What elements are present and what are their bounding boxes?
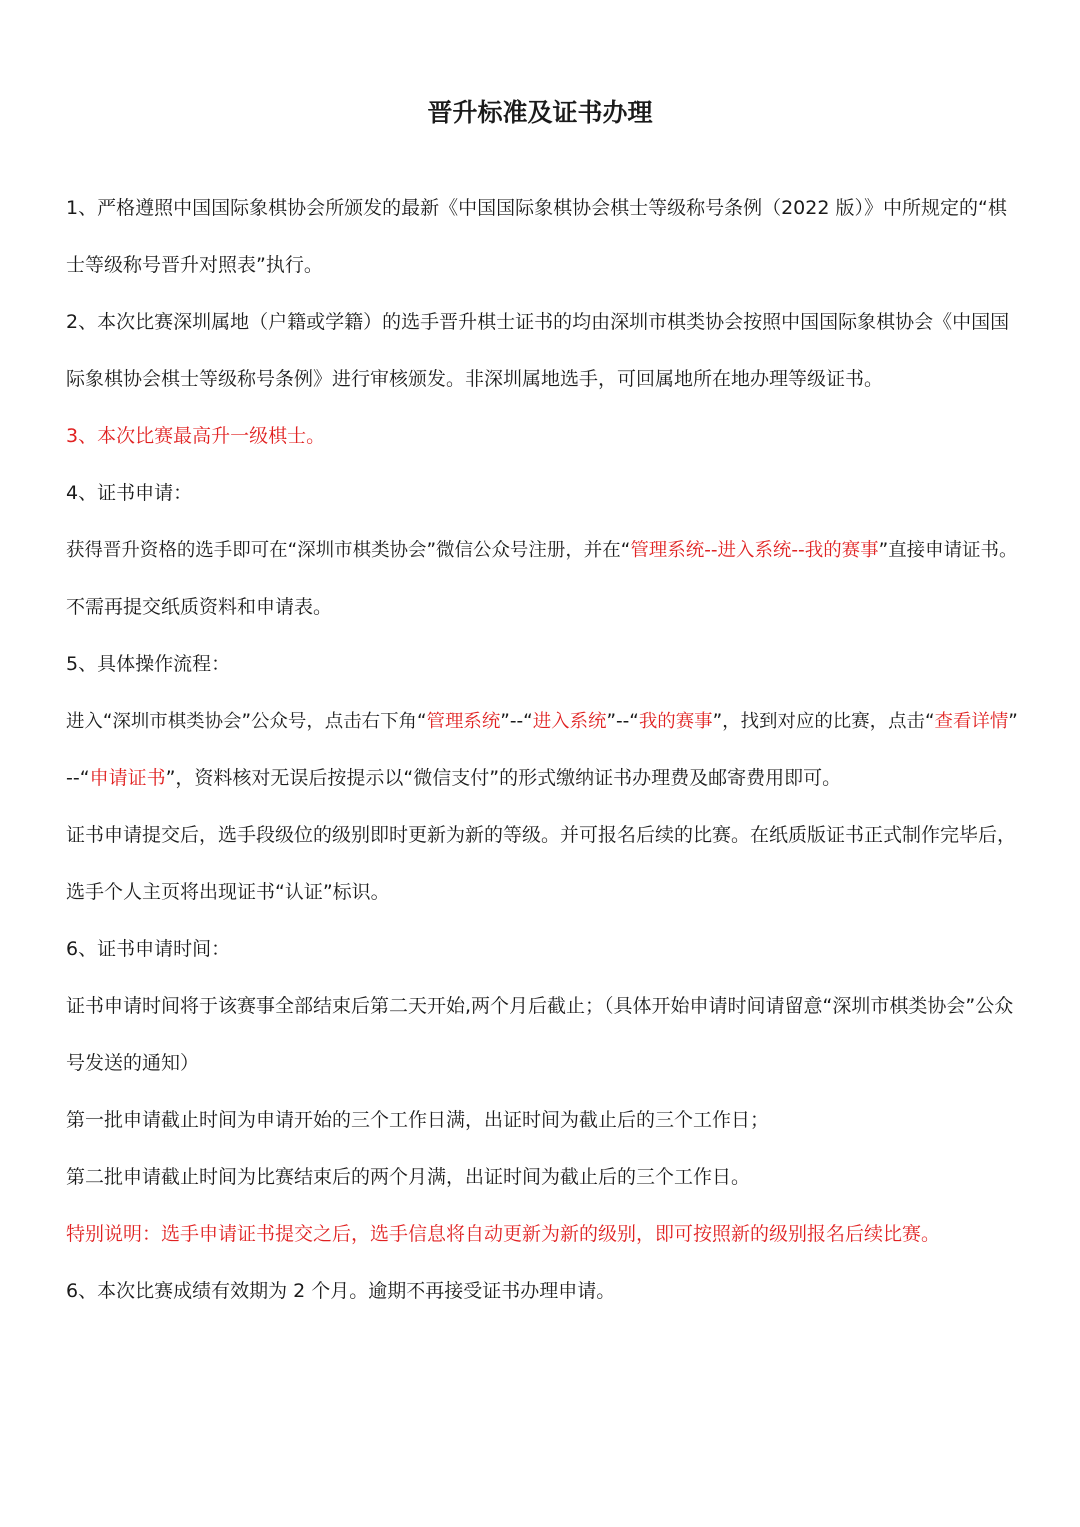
- body-text: ”--“: [500, 711, 533, 732]
- highlight-text: 查看详情: [934, 711, 1009, 732]
- paragraph-line: [66, 750, 1018, 807]
- document-body: [66, 180, 1018, 1320]
- paragraph-line: [66, 408, 1018, 465]
- body-text: 进入“深圳市棋类协会”公众号，点击右下角“: [66, 711, 427, 732]
- paragraph-line: [66, 1149, 1018, 1206]
- body-text: 证书申请时间将于该赛事全部结束后第二天开始,两个月后截止；（具体开始申请时间请留意“深圳市棋类协会”公众: [66, 995, 1014, 1017]
- highlight-text: 管理系统: [426, 711, 501, 732]
- body-text: 际象棋协会棋士等级称号条例》进行审核颁发。非深圳属地选手，可回属地所在地办理等级证书。: [66, 368, 884, 390]
- body-text: 5、具体操作流程：: [66, 653, 231, 675]
- body-text: 第一批申请截止时间为申请开始的三个工作日满，出证时间为截止后的三个工作日；: [66, 1109, 770, 1131]
- document-title: 晋升标准及证书办理: [427, 97, 653, 127]
- paragraph-line: [66, 921, 1018, 978]
- body-text: 不需再提交纸质资料和申请表。: [66, 596, 333, 618]
- paragraph-line: [66, 636, 1018, 693]
- paragraph-line: [66, 237, 1018, 294]
- paragraph-line: [66, 864, 1018, 921]
- paragraph-line: [66, 294, 1018, 351]
- body-text: 1、严格遵照中国国际象棋协会所颁发的最新《中国国际象棋协会棋士等级称号条例（2022 版）》中所规定的“棋: [66, 197, 1007, 219]
- body-text: 士等级称号晋升对照表”执行。: [66, 254, 323, 276]
- body-text: 获得晋升资格的选手即可在“深圳市棋类协会”微信公众号注册，并在“: [66, 540, 631, 561]
- paragraph-line: [66, 180, 1018, 237]
- paragraph-line: [66, 1092, 1018, 1149]
- highlight-text: 我的赛事: [638, 711, 713, 732]
- highlight-text: 管理系统--进入系统--我的赛事: [630, 540, 879, 561]
- highlight-text: 进入系统: [532, 711, 607, 732]
- body-text: 2、本次比赛深圳属地（户籍或学籍）的选手晋升棋士证书的均由深圳市棋类协会按照中国国际象棋协会《中国国: [66, 311, 1010, 333]
- body-text: 6、本次比赛成绩有效期为 2 个月。逾期不再接受证书办理申请。: [66, 1280, 616, 1302]
- paragraph-line: [66, 807, 1018, 864]
- body-text: 号发送的通知）: [66, 1052, 200, 1074]
- body-text: 第二批申请截止时间为比赛结束后的两个月满，出证时间为截止后的三个工作日。: [66, 1166, 751, 1188]
- body-text: ”: [1008, 711, 1018, 732]
- paragraph-line: [66, 1206, 1018, 1263]
- body-text: ”--“: [606, 711, 639, 732]
- paragraph-line: [66, 1035, 1018, 1092]
- highlight-text: 特别说明：选手申请证书提交之后，选手信息将自动更新为新的级别，即可按照新的级别报名后续比赛。: [66, 1223, 941, 1245]
- body-text: ”，资料核对无误后按提示以“微信支付”的形式缴纳证书办理费及邮寄费用即可。: [165, 767, 842, 789]
- body-text: 证书申请提交后，选手段级位的级别即时更新为新的等级。并可报名后续的比赛。在纸质版证书正式制作完毕后，: [66, 824, 1017, 846]
- paragraph-line: [66, 693, 1018, 750]
- paragraph-line: [66, 522, 1018, 579]
- paragraph-line: [66, 1263, 1018, 1320]
- body-text: 4、证书申请：: [66, 482, 193, 504]
- body-text: 6、证书申请时间：: [66, 938, 231, 960]
- paragraph-line: [66, 465, 1018, 522]
- body-text: ”，找到对应的比赛，点击“: [712, 711, 935, 732]
- highlight-text: 3、本次比赛最高升一级棋士。: [66, 425, 326, 447]
- paragraph-line: [66, 579, 1018, 636]
- paragraph-line: [66, 978, 1018, 1035]
- body-text: --“: [66, 767, 90, 789]
- highlight-text: 申请证书: [89, 767, 166, 789]
- body-text: ”直接申请证书。: [878, 540, 1018, 561]
- paragraph-line: [66, 351, 1018, 408]
- body-text: 选手个人主页将出现证书“认证”标识。: [66, 881, 390, 903]
